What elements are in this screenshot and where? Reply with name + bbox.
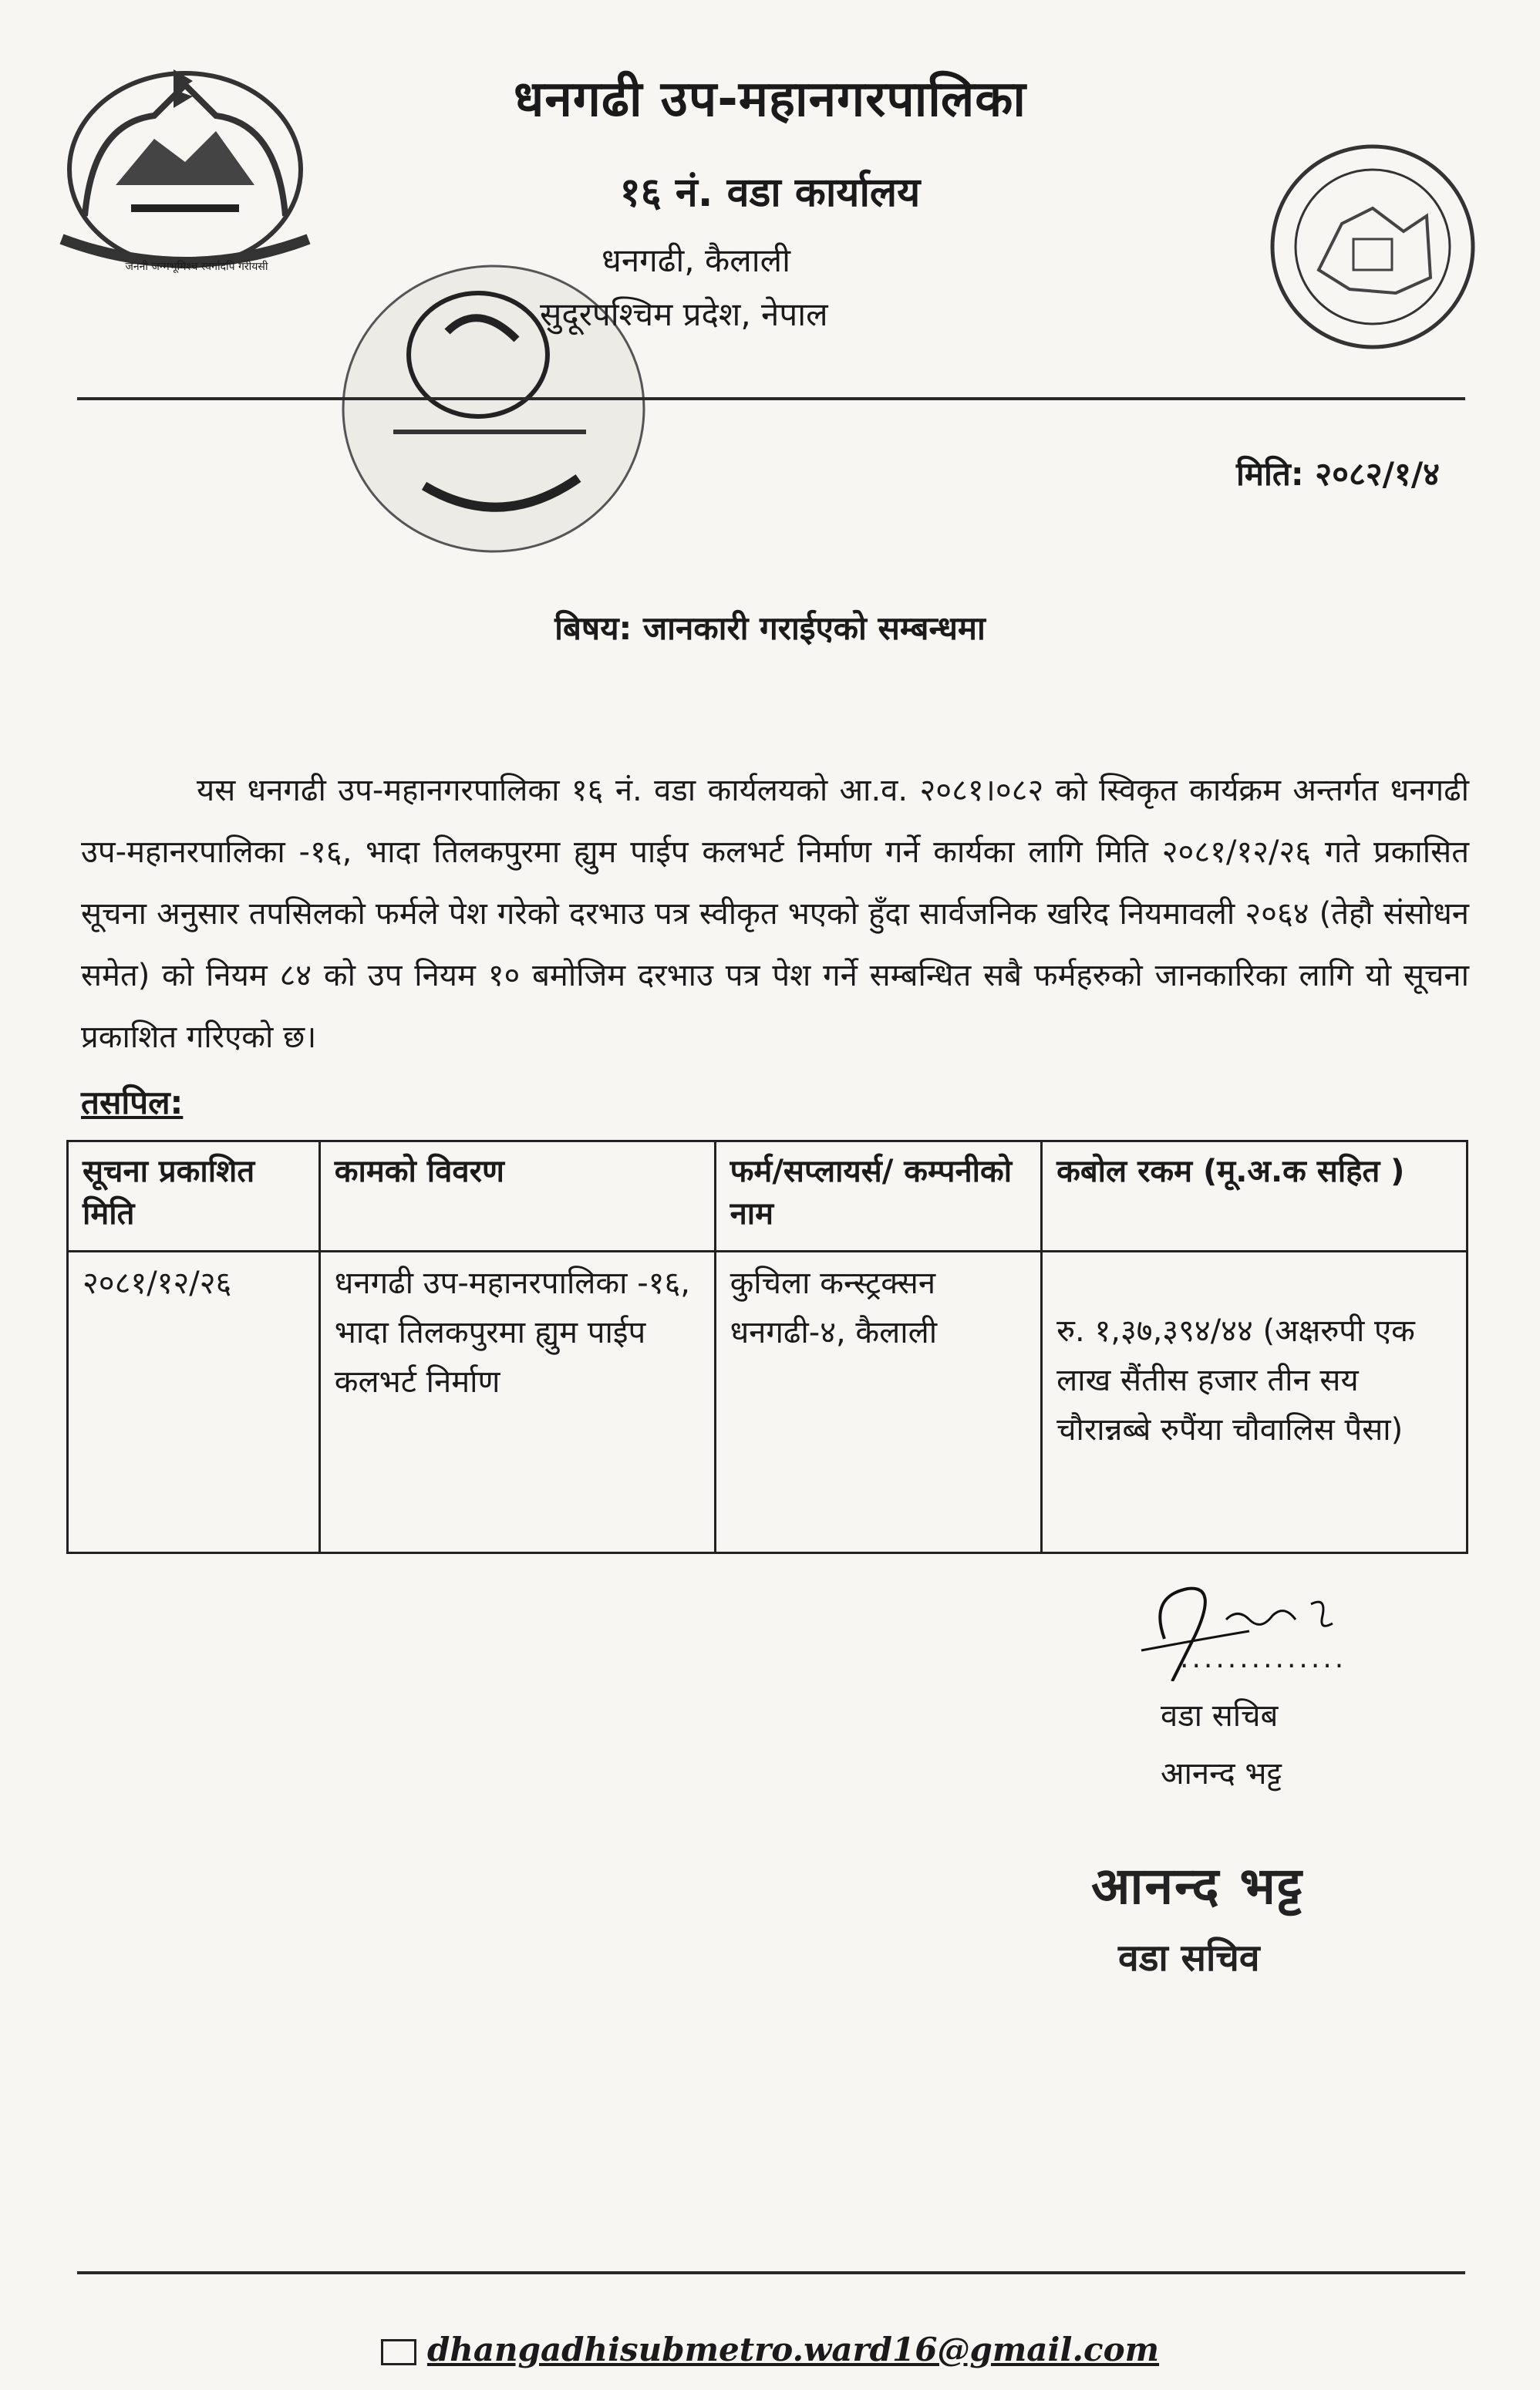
cell-bid-amount: रु. १,३७,३९४/४४ (अक्षरुपी एक लाख सैंतीस हजार तीन सय चौरान्नब्बे रुपैंया चौवालिस पैसा) <box>1042 1252 1468 1553</box>
emblem-motto: जननी जन्मभूमिश्च स्वर्गादपि गरीयसी <box>125 261 268 273</box>
table-header-row <box>68 1141 1468 1252</box>
table-row <box>68 1252 1468 1553</box>
secretary-title: वडा सचिब <box>1161 1698 1279 1734</box>
ward-office-title: १६ नं. वडा कार्यालय <box>619 170 921 216</box>
header-work-description: कामको विवरण <box>319 1141 715 1252</box>
award-table <box>66 1140 1468 1554</box>
signature-dots: .............. <box>1180 1643 1347 1674</box>
mail-icon <box>381 2339 416 2365</box>
cell-notice-date: २०८१/१२/२६ <box>68 1252 320 1553</box>
letter-date: मिति: २०८२/१/४ <box>1236 455 1440 493</box>
cell-firm-name: कुचिला कन्स्ट्रक्सन धनगढी-४, कैलाली <box>715 1252 1042 1553</box>
name-stamp-title: वडा सचिव <box>1118 1937 1260 1980</box>
footer-contact <box>0 2331 1540 2368</box>
secretary-name: आनन्द भट्ट <box>1161 1756 1282 1792</box>
letter-subject: बिषय: जानकारी गराईएको सम्बन्धमा <box>554 609 986 647</box>
header-divider <box>77 397 1465 400</box>
footer-divider <box>77 2271 1465 2274</box>
address-province: सुदूरपश्चिम प्रदेश, नेपाल <box>540 295 828 333</box>
header-firm-name: फर्म/सप्लायर्स/ कम्पनीको नाम <box>715 1141 1042 1252</box>
org-name: धनगढी उप-महानगरपालिका <box>514 71 1026 128</box>
letter-body: यस धनगढी उप-महानगरपालिका १६ नं. वडा कार्यलयको आ.व. २०८१।०८२ को स्विकृत कार्यक्रम अन्तर्गत धनगढी उप-महानरपालिका -१६, भादा तिलकपुरमा ह्युम पाईप कलभर्ट निर्माण गर्ने कार्यका लागि मिति २०८१/१२/२६ गते प्रकासित सूचना अनुसार तपसिलको फर्मले पेश गरेको दरभाउ पत्र स्वीकृत भएको हुँदा सार्वजनिक खरिद नियमावली २०६४ (तेहौ संसोधन समेत) को नियम ८४ को उप नियम १० बमोजिम दरभाउ पत्र पेश गर्ने सम्बन्धित सबै फर्महरुको जानकारिका लागि यो सूचना प्रकाशित गरिएको छ। <box>81 773 1469 1055</box>
footer-email[interactable]: dhangadhisubmetro.ward16@gmail.com <box>426 2331 1160 2368</box>
tapasil-label: तसपिल: <box>81 1084 184 1121</box>
name-stamp-name: आनन्द भट्ट <box>1091 1856 1304 1916</box>
cell-work-description: धनगढी उप-महानरपालिका -१६, भादा तिलकपुरमा ह्युम पाईप कलभर्ट निर्माण <box>319 1252 715 1553</box>
address-district: धनगढी, कैलाली <box>602 241 790 279</box>
header-notice-date: सूचना प्रकाशित मिति <box>68 1141 320 1252</box>
header-bid-amount: कबोल रकम (मू.अ.क सहित ) <box>1042 1141 1468 1252</box>
